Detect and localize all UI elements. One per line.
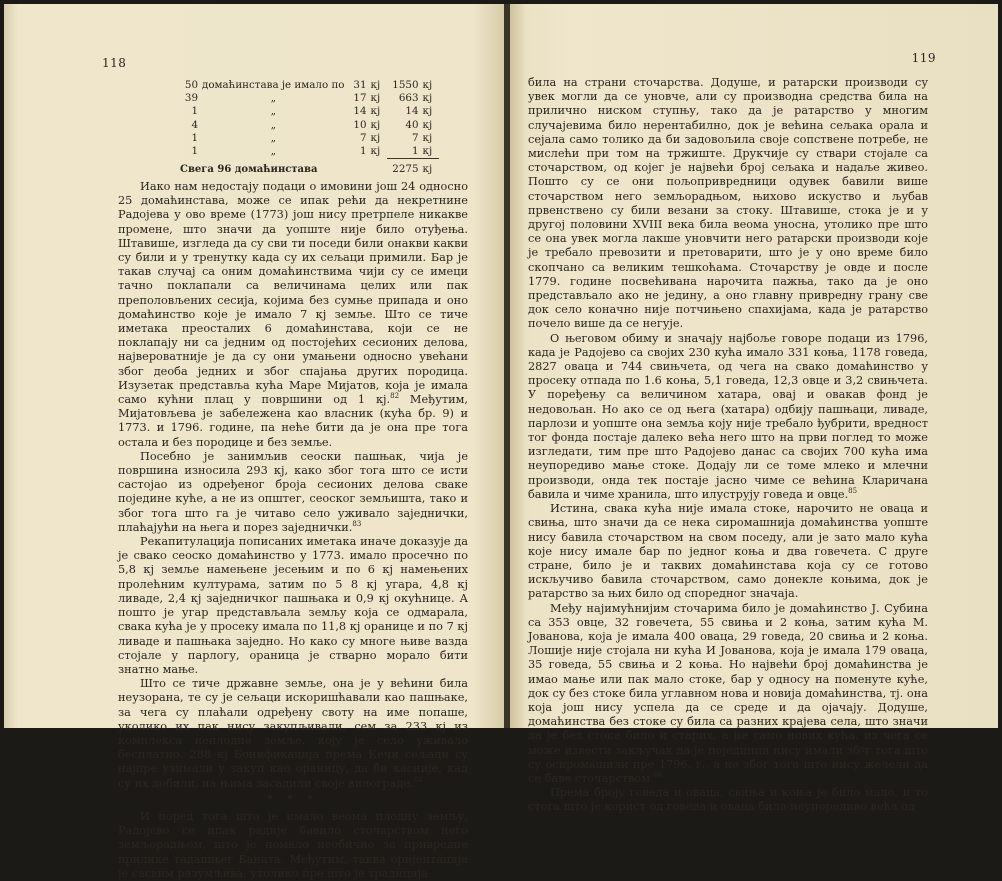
unit-label: кј (422, 118, 433, 131)
unit-label: кј (370, 131, 381, 144)
unit-label: кј (422, 92, 433, 105)
paragraph-text: Међутим, Мијатовљева је забележена као власник (кућа бр. 9) и 1773. и 1796. године, па неће бити да је она пре тога остала и без породице и без земље. (118, 393, 468, 449)
table-row (178, 105, 439, 118)
left-page-text (118, 180, 468, 881)
row-label: домаћинстава је имало по (202, 79, 345, 91)
paragraph-text: Рекапитулација пописаних иметака иначе доказује да је свако сеоско домаћинство у 1773. имало просечно по 5,8 кј земље намењене јесењим и по 6 кј намењених пролећним културама, затим по 5 8 кј угара, 4,8 кј ливаде, 2,4 кј заједничког пашњака и 0,9 кј окућнице. А пошто је угар представљала земљу која се одмарала, свака кућа је у просеку имала по 11,8 кј оранице и по 7 кј ливаде и пашњака заједно. Но како су многе њиве вазда стојале у парлогу, ораница је стварно морало бити знатно мање. (118, 535, 468, 676)
paragraph-text: И поред тога што је имало веома плодну земљу, Радојево се ипак радије бавило сточарством него земљорадњом, што је помало необично за привредне прилике тадашњег Баната. Међутим, таква оријентација је сасвим разумљива, утолико пре што је традиција (118, 809, 468, 880)
page-number-right: 119 (911, 51, 936, 65)
unit-label: кј (422, 163, 433, 176)
holding-per-household: 31 (353, 79, 367, 91)
paragraph-text: Посебно је занимљив сеоски пашњак, чија је површина износила 293 кј, како због тога што се исти састојао из одређеног броја сесионих делова сваке поједине куће, а не из општег, сеоског земљишта, тако и због тога што га је читаво село уживало заједнички, плаћајући на њега и порез заједнички. (118, 449, 468, 534)
unit-label: кј (422, 105, 433, 118)
paragraph (528, 76, 928, 332)
holding-per-household: 7 (359, 131, 367, 144)
paragraph-text: Иако нам недостају подаци о имовини још 24 односно 25 домаћинстава, може се ипак рећи да некретнине Радојева у ово време (1773) још нису претрпеле никакве промене, што значи да уопште није било отуђења. Штавише, изгледа да су сви ти поседи били онакви какви су били и у тренутку када су их сељаци примили. Бар је такав случај са оним домаћинствима чији су се имеци тачно поклапали са величинама целих или пак преполовљених сесија, којима без сумње припада и оно домаћинство које је имало 7 кј земље. Што се тиче иметака преосталих 6 домаћинстава, који се не поклапају ни са једним од постојећих сесионих делова, највероватније је да су они умањени односно увећани због деоба једних и због спајања других породица. Изузетак представља кућа Маре Мијатов, која је имала само кућни плац у површини од 1 кј. (118, 180, 468, 407)
paragraph (118, 810, 468, 881)
total-label: Свега 96 домаћинстава (180, 163, 318, 175)
holding-total: 1 (387, 145, 421, 159)
unit-label: кј (421, 145, 439, 159)
households-table (178, 79, 439, 176)
paragraph (528, 332, 928, 502)
paragraph (528, 602, 928, 787)
unit-label: кј (370, 92, 381, 105)
household-count: 39 (184, 92, 198, 105)
holding-per-household: 14 (353, 105, 367, 118)
paragraph-text: била на страни сточарства. Додуше, и ратарски производи су увек могли да се уновче, али су производна средства била на прилично ниском ступњу, тако да је ратарство у многим случајевима било нерентабилно, док је већина сељака орала и сејала само толико да би задовољила своје сопствене потребе, не мислећи при том на тржиште. Друкчије су ствари стојале са сточарством, од којег је највећи број сељака и надаље живео. Пошто су се они пољопривредници одувек бавили више сточарством него земљорадњом, њихово искуство и љубав првенствено су били везани за стоку. Штавише, стока је и у другој половини XVIII века била веома уносна, утолико пре што се она увек могла лакше уновчити него ратарски производи које је требало превозити и претоварити, што је у оно време било скопчано са великим тешкоћама. Сточарству је овде и после 1779. године посвећивана нарочита пажња, тако да је оно представљало ако не једину, а оно главну привредну грану све док село коначно није потчињено спахијама, када је ратарство почело више да се негује. (528, 76, 928, 331)
table-row (178, 145, 439, 159)
table-row (178, 79, 439, 92)
right-page-text (528, 76, 928, 815)
paragraph (118, 535, 468, 677)
holding-per-household: 17 (353, 92, 367, 105)
unit-label: кј (370, 145, 381, 158)
household-count: 4 (191, 118, 198, 131)
household-count: 1 (191, 145, 198, 158)
unit-label: кј (422, 79, 433, 91)
household-count: 1 (191, 131, 198, 144)
holding-total: 663 (398, 92, 419, 105)
holding-per-household: 10 (353, 118, 367, 131)
footnote-marker[interactable]: 82 (390, 392, 400, 401)
unit-label: кј (370, 105, 381, 118)
household-count: 50 (184, 79, 198, 91)
unit-label: кј (422, 131, 433, 144)
paragraph-text: О његовом обиму и значају најбоље говоре подаци из 1796, када је Радојево са својих 230 кућа имало 331 коња, 1178 говеда, 2827 оваца и 744 свињчета, од чега на свако домаћинство у просеку отпада по 1.6 коња, 5,1 говеда, 12,3 овце и 3,2 свињчета. У поређењу са величином хатара, овај и овакав фонд је недовољан. Но ако се од њега (хатара) одбију пашњаци, ливаде, парлози и уопште она земља коју није требало ђубрити, вредност тог фонда постаје далеко већа него што на први поглед то може изгледати, тим пре што Радојево данас са својих 700 кућа има неупоредиво мање стоке. Додају ли се томе млеко и млечни производи, онда тек постаје јасно чиме се већина Кларичана бавила и чиме хранила, што илуструју говеда и овце. (528, 331, 928, 501)
row-label: „ (270, 105, 276, 118)
row-label: „ (270, 145, 276, 158)
unit-label: кј (370, 79, 381, 91)
paragraph (528, 786, 928, 814)
household-count: 1 (191, 105, 198, 118)
holding-total: 7 (411, 131, 419, 144)
paragraph (528, 502, 928, 601)
footnote-marker[interactable]: 86 (653, 771, 663, 780)
footnote-marker[interactable]: 85 (848, 487, 858, 496)
row-label: „ (270, 118, 276, 131)
holding-total: 1550 (392, 79, 419, 91)
footnote-marker[interactable]: 84 (413, 775, 423, 784)
footnote-marker[interactable]: 83 (352, 520, 362, 529)
paragraph-text: Према броју говеда и оваца, свиња и коња је било мало, и то стога што је корист од говеда и оваца била неупоредиво већа од (528, 786, 928, 814)
section-separator: * * * (267, 793, 319, 805)
paragraph-text: Истина, свака кућа није имала стоке, нарочито не оваца и свиња, што значи да се нека сиромашнија домаћинства уопште нису бавила сточарством на свом поседу, али је зато мало кућа које нису имале бар по једног коња и два говечета. С друге стране, било је и таквих домаћинстава која су се готово искључиво бавила сточарством, само донекле коњима, док је ратарство за њих било од споредног значаја. (528, 502, 928, 601)
row-label: „ (270, 131, 276, 144)
paragraph (118, 450, 468, 535)
page-number-left: 118 (102, 56, 127, 70)
row-label: „ (270, 92, 276, 105)
holding-total: 14 (405, 105, 419, 118)
table-row (178, 132, 439, 145)
holding-per-household: 1 (359, 145, 367, 158)
unit-label: кј (370, 118, 381, 131)
paragraph-text: Међу најимућнијим сточарима било је домаћинство Ј. Субина са 353 овце, 32 говечета, 55 свиња и 2 коња, затим кућа М. Јованова, која је имала 400 оваца, 29 говеда, 20 свиња и 2 коња. Лошије није стојала ни кућа И Јованова, која је имала 179 оваца, 35 говеда, 55 свиња и 2 коња. Но највећи број домаћинства је имао мање или пак мало стоке, бар у односу на поменуте куће, док су без стоке била углавном нова и новија домаћинства, тј. она која још нису успела да се среде и да ојачају. Додуше, домаћинства без стоке су била са разних крајева села, што значи да је без стоке било и старих, а не само нових кућа, из чега се може извести закључак да је појединци нису имали збºг тога што су осиромашили пре 1796. г., а не због тога што нису желели да се баве сточарством. (528, 601, 928, 785)
table-row (178, 92, 439, 105)
total-value: 2275 (392, 163, 419, 176)
paragraph-text: Што се тиче државне земље, она је у већини била неузорана, те су је сељаци искоришћавали као пашњаке, за чега су плаћали одређену своту на име попаше, уколико их пак нису закупљивали, сем за 233 кј из комплекса неплодне земље, коју је село уживало бесплатно. 288 кј Бонификација према Кечи сељаци су најпре узимали у закуп као ораницу, да би касније, кад су их добили, на њима засадили своје винограде. (118, 677, 468, 790)
table-row (178, 119, 439, 132)
paragraph (118, 180, 468, 450)
table-total-row (178, 159, 439, 177)
holding-total: 40 (405, 118, 419, 131)
